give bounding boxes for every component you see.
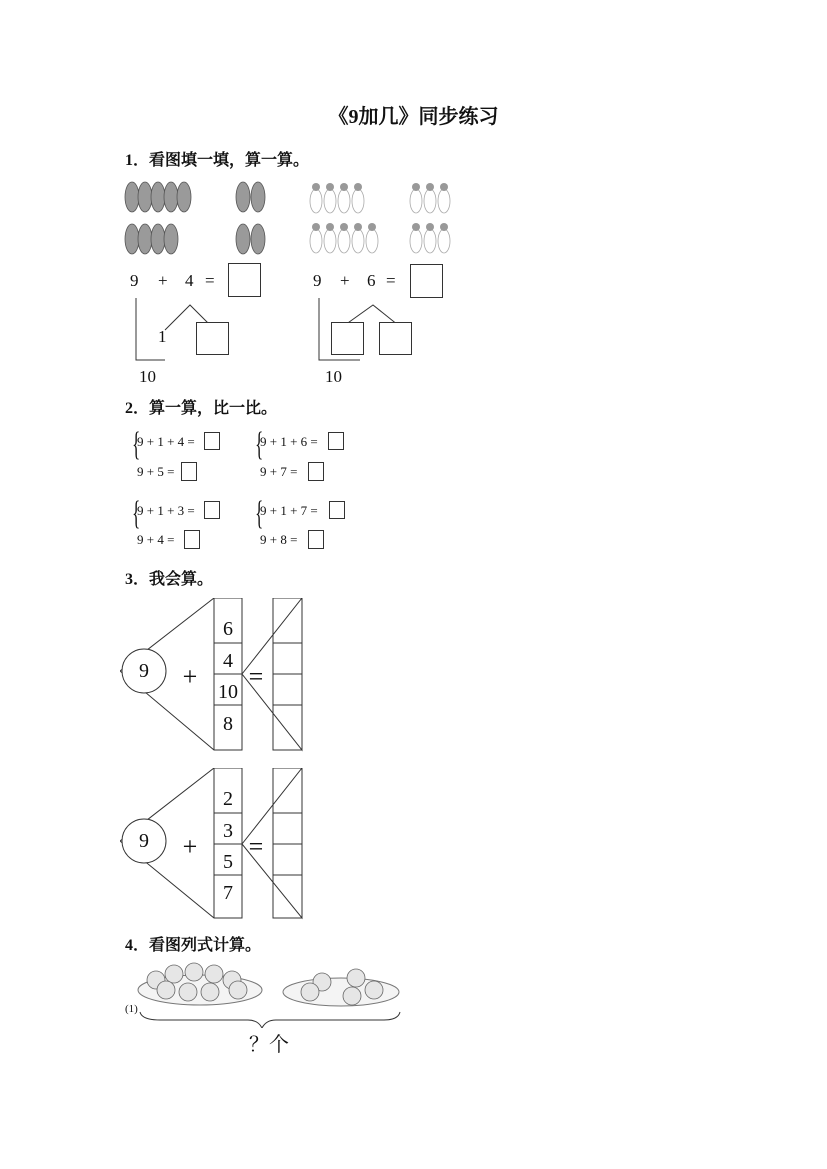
carrot-icon: [310, 189, 450, 253]
q3-fish-2-answer-cell[interactable]: [274, 814, 302, 843]
q4-label: (1): [125, 1003, 138, 1015]
q2-g4-bottom-box[interactable]: [308, 530, 324, 549]
q1-pictures: [118, 175, 478, 265]
q2-g4-top: 9 + 1 + 7 =: [260, 503, 318, 518]
q2-g3-top-box[interactable]: [204, 501, 220, 519]
q1-left-a: 9: [130, 271, 139, 290]
q3-fish-1-answer-cell[interactable]: [274, 600, 302, 642]
q2-heading: 2．算一算，比一比。: [125, 400, 278, 417]
brace-icon: {: [132, 495, 141, 532]
q2-g3-bottom-box[interactable]: [184, 530, 200, 549]
q3-fish-2-addend: 3: [223, 820, 233, 842]
q1-right-b: 6: [367, 271, 376, 290]
q3-fish-1-eq: =: [248, 662, 264, 691]
q3-fish-1-answer-cell[interactable]: [274, 675, 302, 704]
q2-g3-top: 9 + 1 + 3 =: [137, 503, 195, 518]
q1-left-ten: 10: [139, 367, 156, 386]
q3-heading: 3．我会算。: [125, 571, 214, 588]
q1-heading: 1．看图填一填，算一算。: [125, 152, 310, 169]
q2-g1-top: 9 + 1 + 4 =: [137, 434, 195, 449]
q2-g2-top: 9 + 1 + 6 =: [260, 434, 318, 449]
q3-fish-2-answer-cell[interactable]: [274, 876, 302, 917]
q2-g4-bottom: 9 + 8 =: [260, 532, 298, 547]
q2-g2-bottom: 9 + 7 =: [260, 464, 298, 479]
brace-icon: {: [255, 495, 264, 532]
q3-fish-2-eq: =: [248, 832, 264, 861]
q3-fish-2-addend: 5: [223, 851, 233, 873]
page-title: 《9加几》同步练习: [328, 106, 499, 128]
q3-fish-2-answer-cell[interactable]: [274, 770, 302, 812]
q4-heading: 4．看图列式计算。: [125, 937, 262, 954]
q1-left-eq: =: [205, 271, 215, 290]
q2-g3-bottom: 9 + 4 =: [137, 532, 175, 547]
q1-right-eq: =: [386, 271, 396, 290]
brace-icon: {: [132, 426, 141, 463]
q4-question: ？个: [249, 1032, 289, 1056]
q3-fish-2-head: 9: [139, 830, 149, 852]
q1-left-b: 4: [185, 271, 194, 290]
q1-left-op: +: [158, 271, 168, 290]
q2-g2-top-box[interactable]: [328, 432, 344, 450]
q3-fish-1-addend: 6: [223, 618, 233, 640]
q1-left-split-known: 1: [158, 327, 167, 346]
q2-g1-bottom-box[interactable]: [181, 462, 197, 481]
q2-g1-bottom: 9 + 5 =: [137, 464, 175, 479]
q1-right-op: +: [340, 271, 350, 290]
q3-fish-2-addend: 2: [223, 788, 233, 810]
q2-g1-top-box[interactable]: [204, 432, 220, 450]
q3-fish-1-head: 9: [139, 660, 149, 682]
q3-fish-1-addend: 8: [223, 713, 233, 735]
q3-fish-1-answer-cell[interactable]: [274, 706, 302, 749]
q2-g4-top-box[interactable]: [329, 501, 345, 519]
q3-fish-2-addend: 7: [223, 882, 233, 904]
q1-right-ten: 10: [325, 367, 342, 386]
eggplant-icon: [125, 182, 265, 254]
q1-right-split-box-1[interactable]: [331, 322, 364, 355]
q3-fish-2-answer-cell[interactable]: [274, 845, 302, 874]
q1-left-split-box[interactable]: [196, 322, 229, 355]
q3-fish-1-answer-cell[interactable]: [274, 644, 302, 673]
q1-right-a: 9: [313, 271, 322, 290]
q2-g2-bottom-box[interactable]: [308, 462, 324, 481]
q4-apple-plates: [120, 958, 410, 1028]
q3-fish-1-addend: 4: [223, 650, 233, 672]
q3-fish-1-plus: +: [182, 662, 198, 691]
q3-fish-2-plus: +: [182, 832, 198, 861]
q3-fish-1-addend: 10: [218, 681, 238, 703]
q1-right-split-box-2[interactable]: [379, 322, 412, 355]
brace-icon: {: [255, 426, 264, 463]
